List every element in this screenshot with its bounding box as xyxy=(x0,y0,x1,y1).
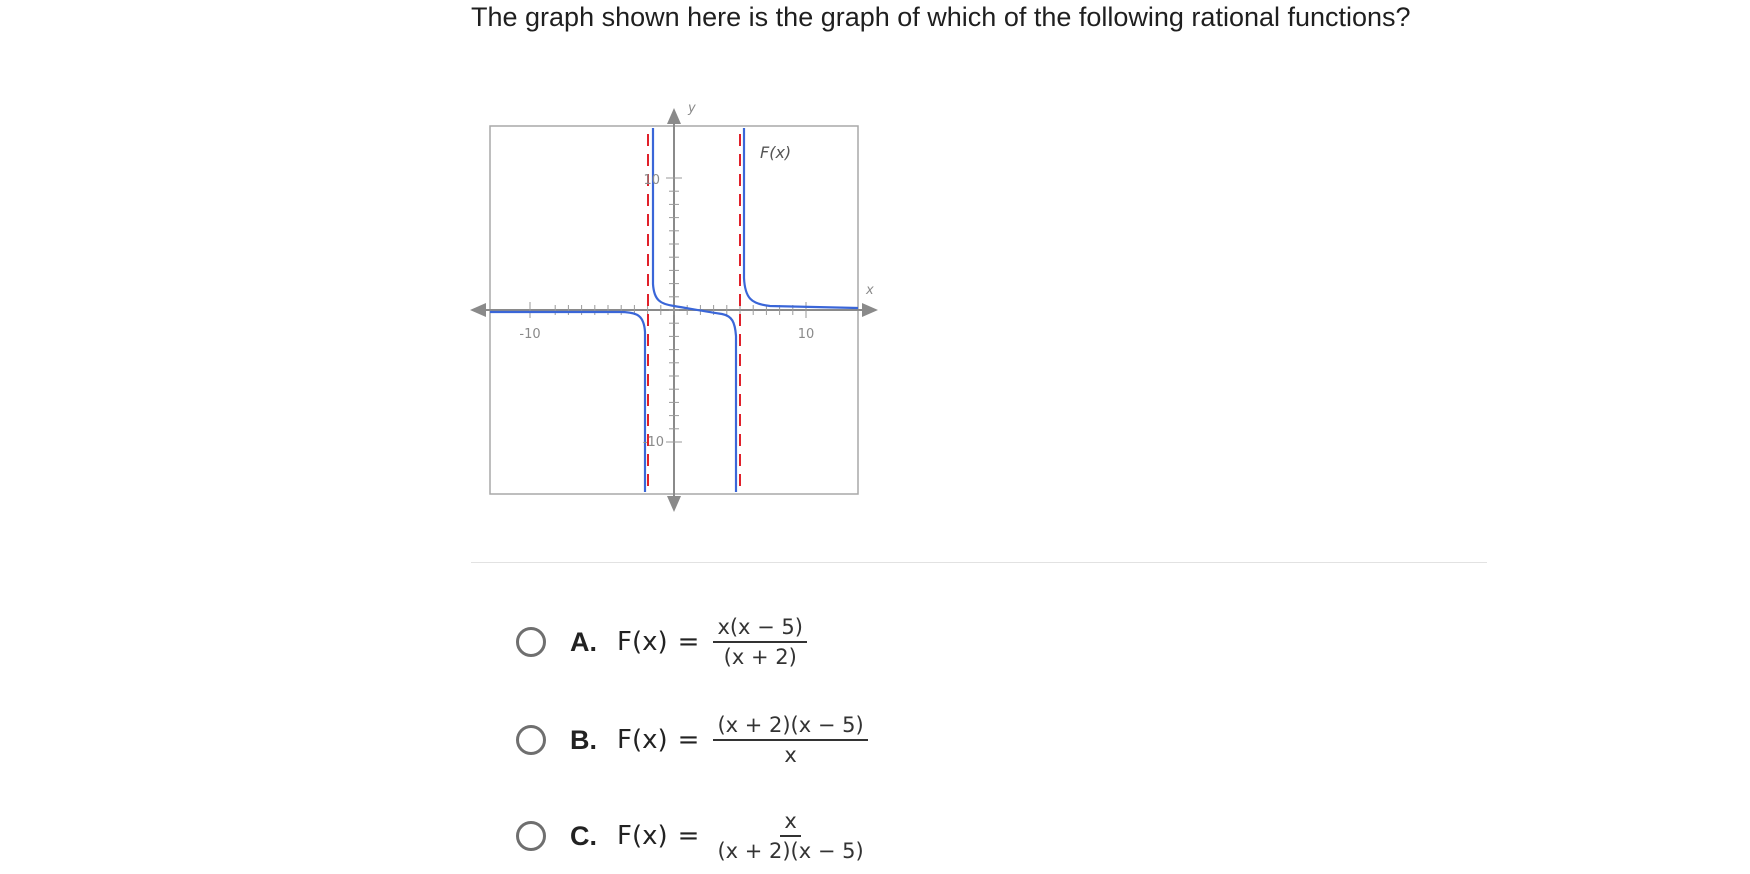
option-b-denominator: x xyxy=(784,743,797,767)
option-a-radio[interactable] xyxy=(516,627,546,657)
option-a[interactable] xyxy=(516,612,807,672)
x-axis-left-arrow xyxy=(470,303,486,317)
y-tick-label-10: 10 xyxy=(643,173,660,188)
option-a-equals: = xyxy=(677,627,700,657)
x-tick-label-neg10: -10 xyxy=(519,327,541,342)
option-c[interactable] xyxy=(516,806,868,866)
option-b-letter: B. xyxy=(570,724,597,755)
x-axis-right-arrow xyxy=(862,303,878,317)
option-a-lhs: F(x) xyxy=(617,627,668,657)
x-tick-label-10: 10 xyxy=(797,327,815,342)
option-a-fraction xyxy=(713,614,807,670)
graph-svg xyxy=(470,100,890,530)
option-a-letter: A. xyxy=(570,626,597,657)
y-axis-label: y xyxy=(688,101,696,116)
option-c-radio[interactable] xyxy=(516,821,546,851)
option-a-numerator: x(x − 5) xyxy=(713,614,807,643)
section-divider xyxy=(471,562,1487,563)
option-c-denominator: (x + 2)(x − 5) xyxy=(717,839,864,863)
option-a-denominator: (x + 2) xyxy=(723,645,797,669)
y-axis-down-arrow xyxy=(667,496,681,512)
option-c-fraction xyxy=(713,808,867,864)
option-b-numerator: (x + 2)(x − 5) xyxy=(713,712,867,741)
option-b-equals: = xyxy=(677,725,700,755)
option-c-letter: C. xyxy=(570,820,597,851)
y-tick-label-neg10: -10 xyxy=(642,435,664,450)
function-graph xyxy=(470,100,890,530)
option-c-numerator: x xyxy=(780,808,800,837)
question-text: The graph shown here is the graph of which of the following rational functions? xyxy=(471,2,1411,32)
option-b-radio[interactable] xyxy=(516,725,546,755)
option-b[interactable] xyxy=(516,710,868,770)
option-b-lhs: F(x) xyxy=(617,725,668,755)
function-label: F(x) xyxy=(760,143,792,162)
y-axis-up-arrow xyxy=(667,108,681,124)
option-c-lhs: F(x) xyxy=(617,821,668,851)
option-c-equals: = xyxy=(677,821,700,851)
x-axis-label: x xyxy=(866,283,874,298)
option-b-fraction xyxy=(713,712,867,768)
